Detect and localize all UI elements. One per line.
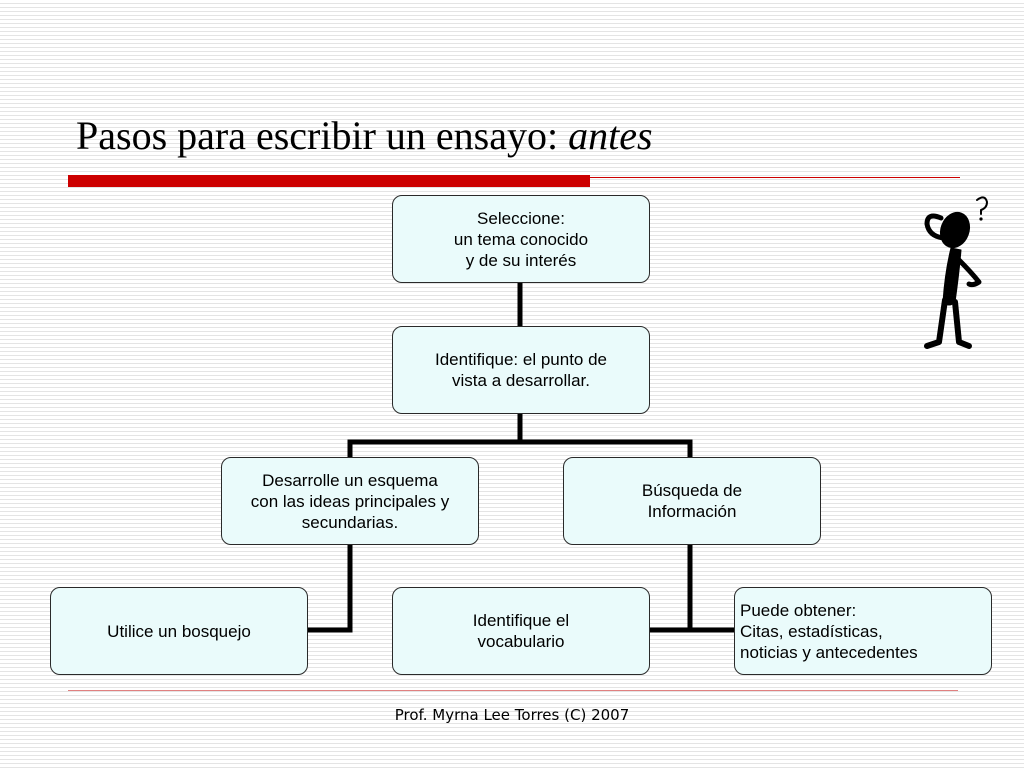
node-label: Identifique: el punto de vista a desarrollar.: [434, 350, 608, 390]
node-busqueda: [563, 457, 821, 545]
title-main: Pasos para escribir un ensayo:: [76, 113, 569, 158]
footer-divider: [68, 690, 958, 691]
edge-identifique-busqueda: [520, 442, 690, 457]
node-bosquejo: [50, 587, 308, 675]
node-label: Puede obtener: Citas, estadísticas, noticias y antecedentes: [740, 600, 918, 662]
node-label: Seleccione: un tema conocido y de su interés: [453, 208, 589, 270]
node-label: Desarrolle un esquema con las ideas principales y secundarias.: [250, 470, 450, 532]
node-identifique-punto: [392, 326, 650, 414]
title-emphasis: antes: [568, 113, 653, 158]
edge-esquema-bosquejo: [308, 545, 350, 630]
thinking-stick-figure-icon: [915, 192, 995, 362]
edge-identifique-esquema: [350, 413, 520, 457]
node-label: Identifique el vocabulario: [472, 611, 570, 651]
node-desarrolle-esquema: [221, 457, 479, 545]
edge-busqueda-vocabulario: [650, 545, 690, 630]
node-puede-obtener: [734, 587, 992, 675]
node-vocabulario: [392, 587, 650, 675]
node-label: Búsqueda de Información: [641, 481, 743, 521]
node-seleccione: [392, 195, 650, 283]
footer-credit: Prof. Myrna Lee Torres (C) 2007: [394, 706, 630, 724]
node-label: Utilice un bosquejo: [107, 621, 251, 641]
